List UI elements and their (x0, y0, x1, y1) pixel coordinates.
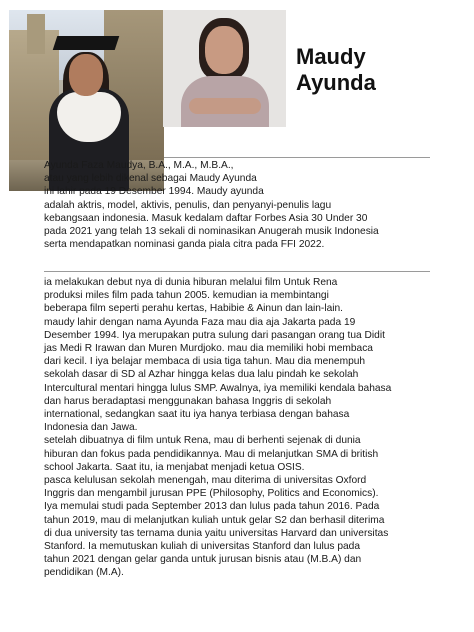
text-line: pada 2021 yang telah 13 sekali di nominasikan Anugerah musik Indonesia (44, 226, 379, 238)
text-line: kebangsaan indonesia. Masuk kedalam daftar Forbes Asia 30 Under 30 (44, 212, 368, 224)
text-line: Intercultural mentari hingga lulus SMP. Awalnya, iya memiliki kendala bahasa (44, 382, 392, 394)
text-line: ia melakukan debut nya di dunia hiburan melalui film Untuk Rena (44, 277, 338, 288)
text-line: jas Medi R Irawan dan Muren Murdjoko. mau dia memiliki hobi membaca (44, 343, 373, 355)
title-line-2: Ayunda (296, 70, 376, 95)
text-line: pendidikan (M.A). (44, 567, 124, 579)
text-line: adalah aktris, model, aktivis, penulis, dan penyanyi-penulis lagu (44, 199, 332, 211)
text-line: Indonesia dan Jawa. (44, 422, 138, 434)
body-text (44, 276, 434, 580)
text-line: produksi miles film pada tahun 2005. kemudian ia membintangi (44, 290, 329, 302)
text-line: Desember 1994. Iya merupakan putra sulung dari pasangan orang tua Didit (44, 329, 385, 341)
text-line: maudy lahir dengan nama Ayunda Faza mau dia aja Jakarta pada 19 (44, 316, 356, 328)
text-line: ini lahir pada 19 Desember 1994. Maudy ayunda (44, 186, 264, 198)
text-line: Iya memulai studi pada September 2013 dan lulus pada tahun 2016. Pada (44, 501, 380, 513)
text-line: international, sedangkan saat itu iya hanya terbiasa dengan bahasa (44, 409, 350, 421)
text-line: atau yang lebih dikenal sebagai Maudy Ayunda (44, 173, 257, 185)
text-line: beberapa film seperti perahu kertas, Habibie & Ainun dan lain-lain. (44, 303, 344, 315)
text-line: dari kecil. I iya belajar membaca di usia tiga tahun. Mau dia menempuh (44, 356, 366, 368)
text-line: di dua university tas ternama dunia yaitu universitas Harvard dan universitas (44, 527, 389, 539)
divider-middle (44, 271, 430, 272)
intro-paragraph (44, 159, 434, 251)
text-line: tahun 2021 dengan gelar ganda untuk jurusan bisnis atau (M.B.A) dan (44, 554, 362, 566)
portrait-photo (163, 10, 286, 127)
divider-top (164, 157, 430, 158)
text-line: Stanford. Ia memutuskan kuliah di universitas Stanford dan lulus pada (44, 541, 360, 553)
title-line-1: Maudy (296, 44, 366, 69)
text-line: hiburan dan fokus pada pendidikannya. Mau di melanjutkan SMA di british (44, 448, 379, 460)
text-line: Ayunda Faza Maudya, B.A., M.A., M.B.A., (44, 160, 234, 171)
text-line: setelah dibuatnya di film untuk Rena, mau di berhenti sejenak di dunia (44, 435, 361, 447)
text-line: sekolah dasar di SD al Azhar hingga kelas dua lalu pindah ke sekolah (44, 369, 359, 381)
text-line: pasca kelulusan sekolah menengah, mau diterima di universitas Oxford (44, 475, 367, 487)
text-line: serta mendapatkan nominasi ganda piala citra pada FFI 2022. (44, 239, 325, 251)
page-title (296, 44, 466, 96)
text-line: school Jakarta. Saat itu, ia menjabat menjadi ketua OSIS. (44, 461, 305, 473)
text-line: dan harus beradaptasi menggunakan bahasa Inggris di sekolah (44, 395, 332, 407)
text-line: Inggris dan mengambil jurusan PPE (Philosophy, Politics and Economics). (44, 488, 379, 500)
text-line: tahun 2019, mau di melanjutkan kuliah untuk gelar S2 dan berhasil diterima (44, 514, 385, 526)
